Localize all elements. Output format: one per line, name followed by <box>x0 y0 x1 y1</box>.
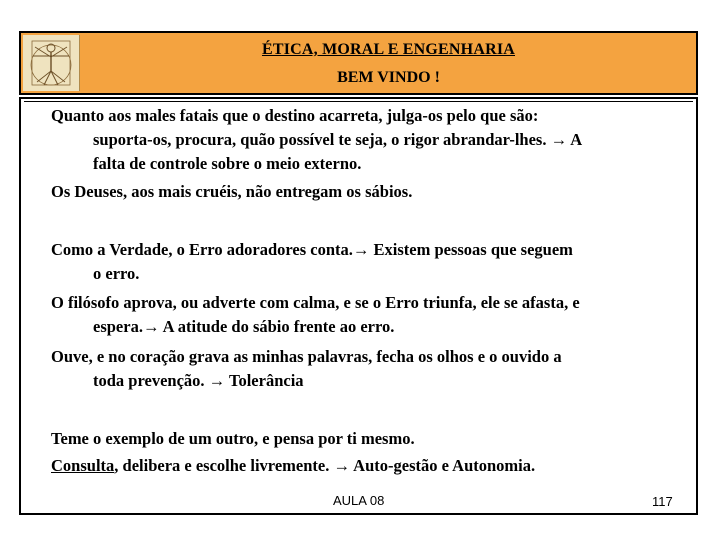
header-banner <box>19 31 698 95</box>
paragraph-deuses: Os Deuses, aos mais cruéis, não entregam os sábios. <box>51 182 413 201</box>
paragraph-exemplo: Teme o exemplo de um outro, e pensa por ti mesmo. <box>51 429 415 448</box>
footer-aula-label: AULA 08 <box>333 493 385 508</box>
paragraph-consulta: Consulta, delibera e escolhe livremente. → Auto-gestão e Autonomia. <box>51 456 536 475</box>
vitruvian-man-logo <box>23 35 80 91</box>
page-title: ÉTICA, MORAL E ENGENHARIA <box>261 41 516 58</box>
paragraph-males-fatais: Quanto aos males fatais que o destino acarreta, julga-os pelo que são: suporta-os, procura, quão possível te seja, o rigor abrandar-lhes. → A falta de controle sobre o meio externo. <box>51 106 583 173</box>
vitruvian-man-icon <box>23 35 79 91</box>
welcome-subtitle: BEM VINDO ! <box>337 69 440 86</box>
top-divider <box>24 101 693 102</box>
paragraph-tolerancia: Ouve, e no coração grava as minhas palavras, fecha os olhos e o ouvido a toda prevenção. → Tolerância <box>51 347 562 390</box>
consulta-underlined: Consulta <box>51 456 115 475</box>
page-number: 117 <box>652 494 673 509</box>
paragraph-filosofo: O filósofo aprova, ou adverte com calma, e se o Erro triunfa, ele se afasta, e espera.→ A atitude do sábio frente ao erro. <box>51 293 580 336</box>
paragraph-verdade-erro: Como a Verdade, o Erro adoradores conta.→ Existem pessoas que seguem o erro. <box>51 240 573 283</box>
